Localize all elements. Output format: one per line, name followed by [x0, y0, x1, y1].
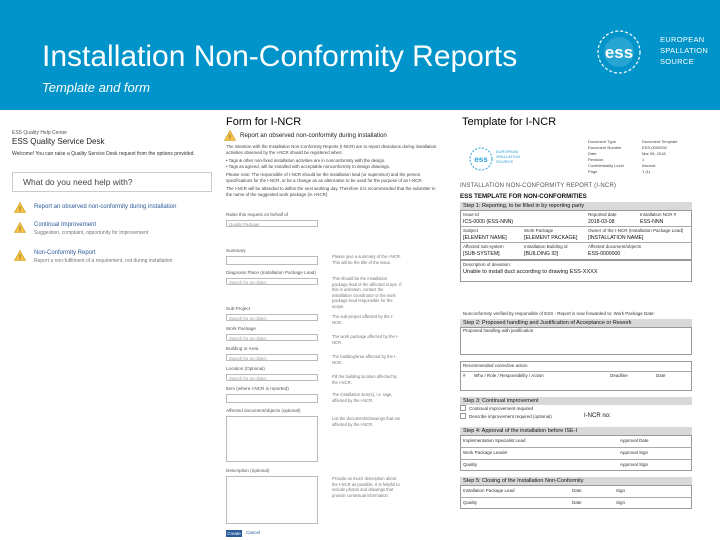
on-behalf-select[interactable]: Quality Package — [226, 220, 318, 227]
logo-mark: ess — [474, 155, 488, 164]
work-package-picker[interactable]: Search for an object — [226, 334, 318, 341]
meta-label: Document Number — [588, 145, 622, 150]
incr-template-document — [460, 135, 692, 535]
ci-line: Describe improvement required (optional) — [469, 414, 552, 419]
meta-value: Mar 08, 2018 — [642, 151, 666, 156]
closing-role: Installation Package Lead — [463, 488, 515, 493]
form-intro-line: The I-NCR will be attended to within the next working day. Therefore it is recommended that the submitter in — [226, 186, 436, 191]
row-divider — [460, 447, 692, 448]
row-divider — [460, 226, 692, 227]
meta-label: Date — [588, 151, 597, 156]
field-help: This should be the installation package lead of the affected scope. If this is unknown, contact the installation coordinator or the work package lead responsible for the scope. — [332, 276, 402, 309]
request-type-link[interactable]: Continual Improvement — [34, 222, 97, 228]
cell-label: Affected sub-system — [463, 244, 504, 249]
cell-label: Affected document/objects — [588, 244, 641, 249]
rec-col: # — [463, 373, 466, 378]
svg-text:!: ! — [19, 254, 21, 262]
step-3-header: Step 3: Continual improvement — [460, 397, 692, 405]
logo-line: SOURCE — [496, 159, 514, 164]
cell-value: 2018-03-08 — [588, 219, 615, 225]
incr-form-screenshot — [222, 130, 437, 538]
approval-role: Implementation Specialist Lead — [463, 438, 526, 443]
logo-line: SOURCE — [660, 57, 694, 66]
checkbox[interactable] — [460, 405, 466, 411]
meta-value: 1 — [642, 157, 645, 162]
rec-col: Deadline — [610, 373, 628, 378]
doc-logo-text — [496, 149, 520, 164]
field-label: Diagnosis Place (Installation Package Lead) — [226, 270, 316, 275]
step-5-header: Step 5: Closing of the Installation Non-Conformity — [460, 477, 692, 485]
field-help: Fill the building location affected by the I-NCR. — [332, 374, 398, 385]
field-label: Item (where I-NCR is reported) — [226, 386, 289, 391]
row-divider — [460, 371, 692, 372]
field-label: Sub-Project — [226, 306, 251, 311]
meta-value: Internal — [642, 163, 656, 168]
form-caption: Form for I-NCR — [226, 116, 302, 128]
logo-line: EUROPEAN — [660, 35, 705, 44]
form-intro-line: the name of the suggested work package (in I-NCR). — [226, 192, 329, 197]
description-input[interactable] — [226, 476, 318, 524]
breadcrumb[interactable]: ESS Quality Help Center — [12, 130, 68, 136]
approval-field: Approval Sign — [620, 462, 649, 467]
building-picker[interactable]: Search for an object — [226, 354, 318, 361]
approval-field: Approval Date — [620, 438, 649, 443]
meta-label: Page — [588, 169, 598, 174]
approval-field: Approval Sign — [620, 450, 649, 455]
field-label: Description (optional) — [226, 468, 270, 473]
closing-field: Sign — [616, 500, 626, 505]
field-label: Raise this request on behalf of — [226, 212, 289, 217]
template-caption: Template for I-NCR — [462, 116, 557, 128]
report-title: INSTALLATION NON-CONFORMITY REPORT (I-NCR) — [460, 183, 617, 189]
page-subtitle: Template and form — [42, 80, 150, 95]
checkbox[interactable] — [460, 413, 466, 419]
meta-value: 1 (1) — [642, 169, 651, 174]
field-help: Provide as much description about the I-NCR as possible. It is helpful to include photos and drawings that provide contextual information. — [332, 476, 400, 498]
logo-line: EUROPEAN — [496, 149, 519, 154]
field-help: List the documents/drawings that are affected by the I-NCR. — [332, 416, 401, 427]
cell-value: [BUILDING ID] — [524, 251, 559, 257]
cell-label: Issue Id — [463, 212, 479, 217]
cell-value: [INSTALLATION NAME] — [588, 235, 644, 241]
closing-role: Quality — [463, 500, 478, 505]
description-value: Unable to install duct according to drawing ESS-XXXX — [463, 269, 598, 275]
field-label: Affected document/objects (optional) — [226, 408, 301, 413]
affected-documents-input[interactable] — [226, 416, 318, 462]
ci-reference: I-NCR no: — [584, 413, 611, 419]
field-help: The work package affected by the I-NCR. — [332, 334, 399, 345]
approval-role: Quality — [463, 462, 478, 467]
closing-field: Date — [572, 488, 582, 493]
template-banner: ESS TEMPLATE FOR NON-CONFORMITIES — [460, 193, 587, 200]
field-label: Building or Area — [226, 346, 259, 351]
step-1-header: Step 1: Reporting, to be filled in by reporting party — [460, 202, 692, 210]
header-banner — [0, 0, 720, 110]
doc-meta-labels — [588, 139, 624, 175]
cell-value: ESS-NNN — [640, 219, 664, 225]
warning-icon — [14, 222, 26, 233]
meta-label: Revision — [588, 157, 604, 162]
meta-label: Document Type — [588, 139, 616, 144]
form-title: Report an observed non-conformity during installation — [240, 132, 387, 139]
cell-label: Reported date — [588, 212, 617, 217]
search-input[interactable] — [12, 172, 212, 192]
description-label: Description of deviation: — [463, 262, 512, 267]
recommended-label: Recommended corrective action — [463, 363, 528, 368]
rec-col: Date — [656, 373, 666, 378]
logo-line: SPALLATION — [660, 46, 709, 55]
cell-label: Installation NCR # — [640, 212, 677, 217]
field-label: Summary — [226, 248, 246, 253]
meta-value: ESS-0000000 — [642, 145, 667, 150]
logo-text — [660, 34, 708, 67]
cell-value: [ELEMENT NAME] — [463, 235, 507, 241]
doc-meta-values — [642, 139, 678, 175]
approval-role: Work Package Leader — [463, 450, 508, 455]
cell-label: Work Package — [524, 228, 554, 233]
cancel-link[interactable]: Cancel — [246, 530, 261, 535]
svg-text:!: ! — [229, 134, 231, 142]
field-label: Location (Optional) — [226, 366, 265, 371]
row-divider — [460, 459, 692, 460]
summary-input[interactable] — [226, 256, 318, 265]
form-intro-line: Please note: The responsible of I-NCR should be the installation lead (or supervisor) and the person — [226, 172, 421, 177]
svg-text:!: ! — [19, 226, 21, 234]
cell-value: [SUB-SYSTEM] — [463, 251, 500, 257]
cell-label: Subject — [463, 228, 479, 233]
closing-field: Sign — [616, 488, 626, 493]
warning-icon — [14, 250, 26, 261]
field-help: The installation item(s), i.e. tags, affected by the I-NCR. — [332, 392, 393, 403]
welcome-text: Welcome! You can raise a Quality Service Desk request from the options provided. — [12, 151, 195, 157]
service-desk-title: ESS Quality Service Desk — [12, 137, 105, 146]
warning-icon — [224, 130, 236, 141]
svg-text:!: ! — [19, 206, 21, 214]
field-label: Work Package — [226, 326, 256, 331]
service-desk-screenshot — [8, 126, 214, 536]
field-help: The sub-project affected by the I-NCR. — [332, 314, 394, 325]
search-placeholder: What do you need help with? — [23, 177, 133, 187]
form-intro-line: activities observed by the I-NCR should be registered when: — [226, 150, 343, 155]
request-type-link[interactable]: Report an observed non-conformity during installation — [34, 204, 177, 210]
step-2-header: Step 2: Proposed handling and Justification of Acceptance or Rework — [460, 319, 692, 327]
handling-label: Proposed handling with justification — [463, 328, 534, 333]
closing-field: Date — [572, 500, 582, 505]
page-title: Installation Non-Conformity Reports — [42, 40, 518, 73]
form-intro-line: • Tags as agreed, will be installed with acceptable nonconformity to design drawings. — [226, 164, 391, 169]
signature-line: Nonconformity verified by responsible of ESS - Report is now forwarded to: Work Package Date: — [463, 311, 655, 316]
create-button[interactable]: Create — [227, 531, 241, 536]
sub-project-picker[interactable]: Search for an object — [226, 314, 318, 321]
package-lead-picker[interactable]: Search for an object — [226, 278, 318, 285]
location-picker[interactable]: Search for an object — [226, 374, 318, 381]
meta-label: Confidentiality Level — [588, 163, 624, 168]
rec-col: Who / Role / Responsibility / Action — [474, 373, 544, 378]
row-divider — [460, 497, 692, 498]
warning-icon — [14, 202, 26, 213]
cell-label: Installation Building id — [524, 244, 568, 249]
request-type-desc: Report a non-fulfilment of a requirement, not during installation — [34, 258, 173, 264]
cell-label: Owner of the I-NCR (Installation Package Lead) — [588, 228, 684, 233]
request-type-desc: Suggestion, complaint, opportunity for improvement — [34, 230, 149, 236]
cell-value: ICS-0000 (ESS-NNN) — [463, 219, 514, 225]
cell-value: ESS-0000000 — [588, 251, 621, 257]
field-help: The building/area affected by the I-NCR. — [332, 354, 397, 365]
form-intro-line: • Tags & other non-fixed installation activities are in nonconformity with the design. — [226, 158, 386, 163]
cell-value: [ELEMENT PACKAGE] — [524, 235, 578, 241]
field-help: Please give a summary of the I-NCR. This will be the title of the issue. — [332, 254, 402, 265]
logo-mark: ess — [604, 43, 634, 62]
form-intro-line: The intention with the Installation Non-Conformity Reports (I-NCR) are to report deviations during installation — [226, 144, 437, 149]
form-intro-line: specifications for the I-NCR, or be a change as an alternative to be used for the purpose of an I-NCR. — [226, 178, 423, 183]
logo-line: SPALLATION — [496, 154, 521, 159]
meta-value: Document Template — [642, 139, 678, 144]
request-type-link[interactable]: Non-Conformity Report — [34, 250, 96, 256]
step-4-header: Step 4: Approval of the installation before ISE-I — [460, 427, 692, 435]
row-divider — [460, 242, 692, 243]
item-input[interactable] — [226, 394, 318, 403]
ci-line: Continual improvement required — [469, 406, 534, 411]
